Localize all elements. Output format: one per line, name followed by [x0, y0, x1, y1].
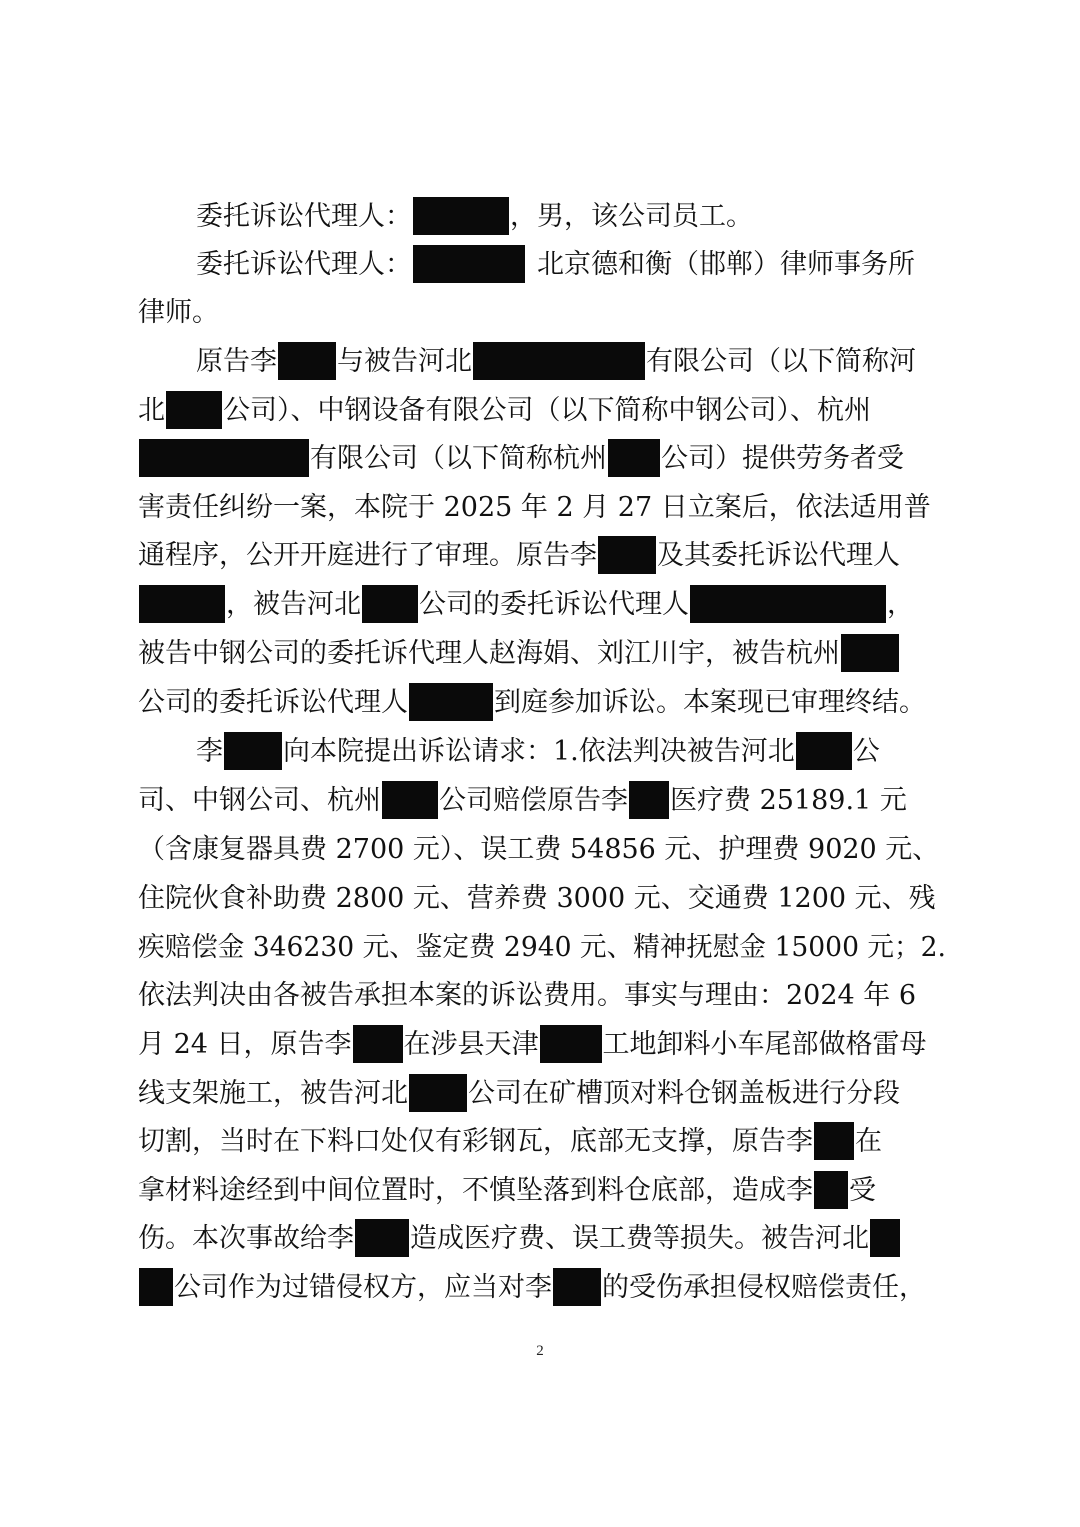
text-segment: 公司作为过错侵权方，应当对李: [174, 1272, 552, 1303]
text-segment: 公司的委托诉讼代理人: [419, 589, 689, 620]
text-line: [138, 974, 946, 1018]
text-line: [138, 1120, 946, 1164]
text-line: [138, 437, 946, 481]
text-segment: 向本院提出诉讼请求：1.依法判决被告河北: [283, 736, 795, 767]
text-segment: 与被告河北: [337, 346, 472, 377]
redaction-block: [166, 391, 222, 429]
page-number: 2: [536, 1343, 544, 1359]
redaction-block: [409, 1074, 467, 1112]
text-line: [196, 195, 946, 239]
text-segment: 及其委托诉讼代理人: [657, 540, 900, 571]
text-line: [138, 828, 946, 872]
text-segment: 造成医疗费、误工费等损失。被告河北: [410, 1223, 869, 1254]
text-line: [138, 1023, 946, 1067]
text-segment: 委托诉讼代理人：: [196, 201, 412, 232]
redaction-block: [796, 732, 852, 770]
text-segment: ，被告河北: [226, 589, 361, 620]
text-segment: ，: [887, 589, 914, 620]
text-line: [138, 926, 946, 970]
text-line: [138, 291, 946, 335]
text-segment: 切割，当时在下料口处仅有彩钢瓦，底部无支撑，原告李: [138, 1126, 813, 1157]
text-line: [138, 1169, 946, 1213]
redaction-block: [553, 1268, 601, 1306]
redaction-block: [382, 781, 438, 819]
text-line: [138, 389, 946, 433]
text-segment: （含康复器具费 2700 元）、误工费 54856 元、护理费 9020 元、: [138, 834, 940, 865]
redaction-block: [870, 1219, 900, 1257]
text-line: [138, 779, 946, 823]
text-segment: 工地卸料小车尾部做格雷母: [602, 1029, 927, 1060]
redaction-block: [629, 781, 669, 819]
redaction-block: [278, 342, 336, 380]
text-segment: 公司赔偿原告李: [439, 785, 628, 816]
redaction-block: [409, 683, 493, 721]
text-segment: 在涉县天津: [403, 1029, 539, 1060]
text-line: [138, 632, 946, 676]
redaction-block: [139, 585, 225, 623]
redaction-block: [413, 197, 509, 235]
text-segment: 公: [852, 736, 880, 767]
text-segment: 拿材料途经到中间位置时，不慎坠落到料仓底部，造成李: [138, 1175, 813, 1206]
text-line: [138, 1266, 946, 1310]
text-line: [138, 1217, 946, 1261]
text-segment: 公司的委托诉讼代理人: [138, 687, 408, 718]
text-segment: 到庭参加诉讼。本案现已审理终结。: [494, 687, 926, 718]
text-segment: 委托诉讼代理人：: [196, 249, 412, 280]
text-segment: 司、中钢公司、杭州: [138, 785, 381, 816]
redaction-block: [598, 536, 656, 574]
redaction-block: [362, 585, 418, 623]
text-line: [138, 583, 946, 627]
text-segment: ，男，该公司员工。: [510, 201, 753, 232]
redaction-block: [355, 1219, 409, 1257]
text-segment: 有限公司（以下简称杭州: [310, 443, 607, 474]
text-segment: 公司）提供劳务者受: [661, 443, 904, 474]
text-line: [196, 340, 946, 384]
text-segment: 通程序，公开开庭进行了审理。原告李: [138, 540, 597, 571]
text-segment: 疾赔偿金 346230 元、鉴定费 2940 元、精神抚慰金 15000 元；2.: [138, 932, 946, 963]
text-segment: 线支架施工，被告河北: [138, 1078, 408, 1109]
text-segment: 在: [855, 1126, 882, 1157]
text-segment: 月 24 日，原告李: [138, 1029, 352, 1060]
text-segment: 北京德和衡（邯郸）律师事务所: [537, 249, 915, 280]
text-segment: 住院伙食补助费 2800 元、营养费 3000 元、交通费 1200 元、残: [138, 883, 936, 914]
text-line: [196, 730, 946, 774]
text-line: [138, 1072, 946, 1116]
redaction-block: [841, 634, 899, 672]
text-segment: 害责任纠纷一案，本院于 2025 年 2 月 27 日立案后，依法适用普: [138, 492, 931, 523]
text-segment: 有限公司（以下简称河: [646, 346, 916, 377]
text-segment: 的受伤承担侵权赔偿责任，: [602, 1272, 926, 1303]
redaction-block: [814, 1122, 854, 1160]
text-segment: 医疗费 25189.1 元: [670, 785, 907, 816]
text-line: [138, 486, 946, 530]
text-line: [138, 877, 946, 921]
redaction-block: [690, 585, 886, 623]
text-segment: 伤。本次事故给李: [138, 1223, 354, 1254]
text-segment: 公司）、中钢设备有限公司（以下简称中钢公司）、杭州: [223, 395, 871, 426]
text-line: [138, 534, 946, 578]
redaction-block: [139, 439, 309, 477]
redaction-block: [353, 1025, 403, 1063]
redaction-block: [608, 439, 660, 477]
text-segment: 公司在矿槽顶对料仓钢盖板进行分段: [468, 1078, 900, 1109]
redaction-block: [814, 1171, 848, 1209]
text-segment: 律师。: [138, 297, 219, 328]
redaction-block: [139, 1268, 173, 1306]
text-segment: 原告李: [196, 346, 277, 377]
text-segment: 被告中钢公司的委托诉代理人赵海娟、刘江川宇，被告杭州: [138, 638, 840, 669]
redaction-block: [540, 1025, 602, 1063]
text-line: [196, 243, 946, 287]
text-segment: 依法判决由各被告承担本案的诉讼费用。事实与理由：2024 年 6: [138, 980, 917, 1011]
text-segment: 受: [849, 1175, 876, 1206]
text-segment: 李: [196, 736, 223, 767]
text-line: [138, 681, 946, 725]
redaction-block: [224, 732, 282, 770]
text-segment: 北: [138, 395, 165, 426]
redaction-block: [473, 342, 645, 380]
redaction-block: [413, 245, 525, 283]
